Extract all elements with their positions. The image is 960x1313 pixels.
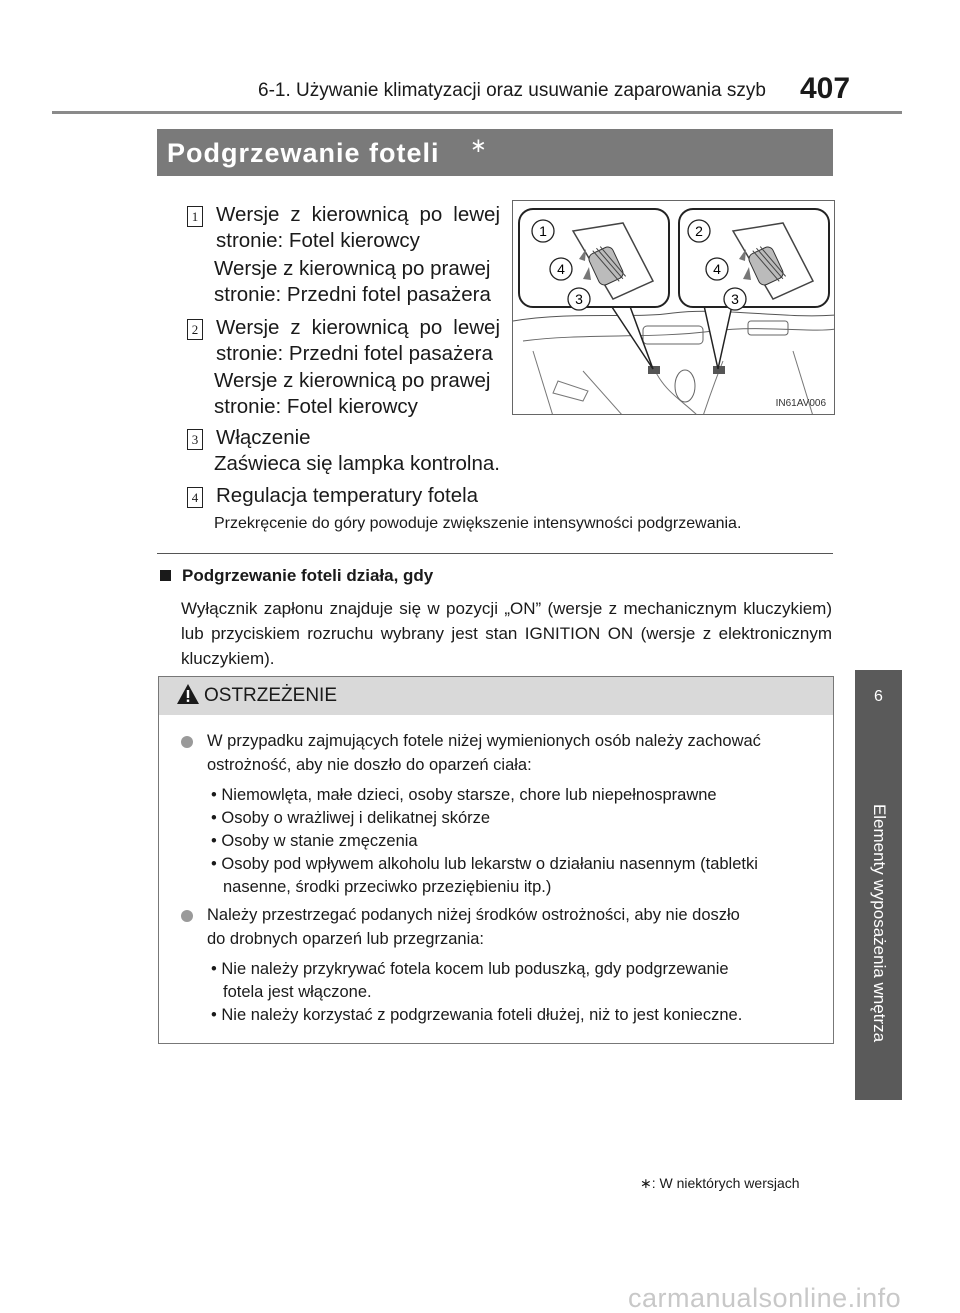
chapter-tab-number: 6 (855, 670, 902, 745)
warning-1-sub-1: • Niemowlęta, małe dzieci, osoby starsze, chore lub niepełnosprawne (211, 786, 717, 804)
rotation-note: Przekręcenie do góry powoduje zwiększenie intensywności podgrzewania. (214, 515, 742, 532)
figure-callout-1-left: 1 (539, 223, 547, 239)
warning-header (159, 677, 833, 715)
figure-callout-4-right: 4 (713, 261, 721, 277)
warning-2-sub-2: fotela jest włączone. (223, 983, 372, 1001)
warning-2-line-1: Należy przestrzegać podanych niżej środków ostrożności, aby nie doszło (207, 906, 740, 924)
item-4-line-1: Regulacja temperatury fotela (216, 484, 479, 507)
item-2-line-1: Wersje z kierownicą po lewej (216, 316, 500, 339)
callout-3: 3 (187, 429, 203, 450)
warning-1-sub-3: • Osoby w stanie zmęczenia (211, 832, 418, 850)
warning-2-line-2: do drobnych oparzeń lub przegrzania: (207, 930, 485, 948)
warning-title: OSTRZEŻENIE (204, 685, 338, 706)
seat-heater-drawing (513, 201, 835, 415)
item-1-line-4: stronie: Przedni fotel pasażera (214, 283, 491, 306)
figure-callout-3-left: 3 (575, 291, 583, 307)
item-2-line-4: stronie: Fotel kierowcy (214, 395, 418, 418)
warning-1-line-2: ostrożność, aby nie doszło do oparzeń ciała: (207, 756, 532, 774)
figure-code: IN61AV006 (775, 398, 826, 409)
warning-2-sub-1: • Nie należy przykrywać fotela kocem lub poduszką, gdy podgrzewanie (211, 960, 729, 978)
figure-callout-3-right: 3 (731, 291, 739, 307)
item-3-line-2: Zaświeca się lampka kontrolna. (214, 452, 500, 475)
callout-4: 4 (187, 487, 203, 508)
warning-bullet-2-icon (181, 910, 193, 922)
warning-1-sub-2: • Osoby o wrażliwej i delikatnej skórze (211, 809, 491, 827)
warning-2-sub-3: • Nie należy korzystać z podgrzewania foteli dłużej, niż to jest konieczne. (211, 1006, 743, 1024)
figure-callout-2-right: 2 (695, 223, 703, 239)
chapter-tab-label (855, 745, 902, 1100)
seat-heater-illustration (512, 200, 835, 415)
warning-1-sub-5: nasenne, środki przeciwko przeziębieniu itp.) (223, 878, 552, 896)
section-title: Podgrzewanie foteli (167, 138, 440, 168)
warning-bullet-1-icon (181, 736, 193, 748)
subsection-body: Wyłącznik zapłonu znajduje się w pozycji „ON” (wersje z mechanicznym kluczykiem) lub przyciskiem rozruchu wybrany jest stan IGNITION ON (wersje z elektronicznym kluczykiem). (181, 599, 832, 668)
watermark: carmanualsonline.info (628, 1283, 902, 1313)
section-title-asterisk: ∗ (470, 135, 487, 157)
subsection-heading: Podgrzewanie foteli działa, gdy (182, 566, 434, 585)
page-number: 407 (800, 72, 851, 105)
item-1-line-3: Wersje z kierownicą po prawej (214, 257, 491, 280)
figure-callout-4-left: 4 (557, 261, 565, 277)
item-2-line-3: Wersje z kierownicą po prawej (214, 369, 491, 392)
warning-1-line-1: W przypadku zajmujących fotele niżej wymienionych osób należy zachować (207, 732, 761, 750)
warning-box (158, 676, 834, 1044)
item-3-line-1: Włączenie (216, 426, 311, 449)
item-1-line-2: stronie: Fotel kierowcy (216, 229, 420, 252)
warning-1-sub-4: • Osoby pod wpływem alkoholu lub lekarstw o działaniu nasennym (tabletki (211, 855, 758, 873)
item-1-line-1: Wersje z kierownicą po lewej (216, 203, 500, 226)
item-2-line-2: stronie: Przedni fotel pasażera (216, 342, 493, 365)
header-rule (52, 111, 902, 114)
subheading-square-icon (160, 570, 171, 581)
warning-triangle-icon (176, 683, 200, 705)
chapter-tab-label-text: Elementy wyposażenia wnętrza (869, 803, 889, 1042)
section-divider (157, 553, 833, 554)
footnote: ∗: W niektórych wersjach (640, 1175, 800, 1191)
running-header-title: 6-1. Używanie klimatyzacji oraz usuwanie zaparowania szyb (258, 80, 766, 101)
callout-2: 2 (187, 319, 203, 340)
callout-1: 1 (187, 206, 203, 227)
